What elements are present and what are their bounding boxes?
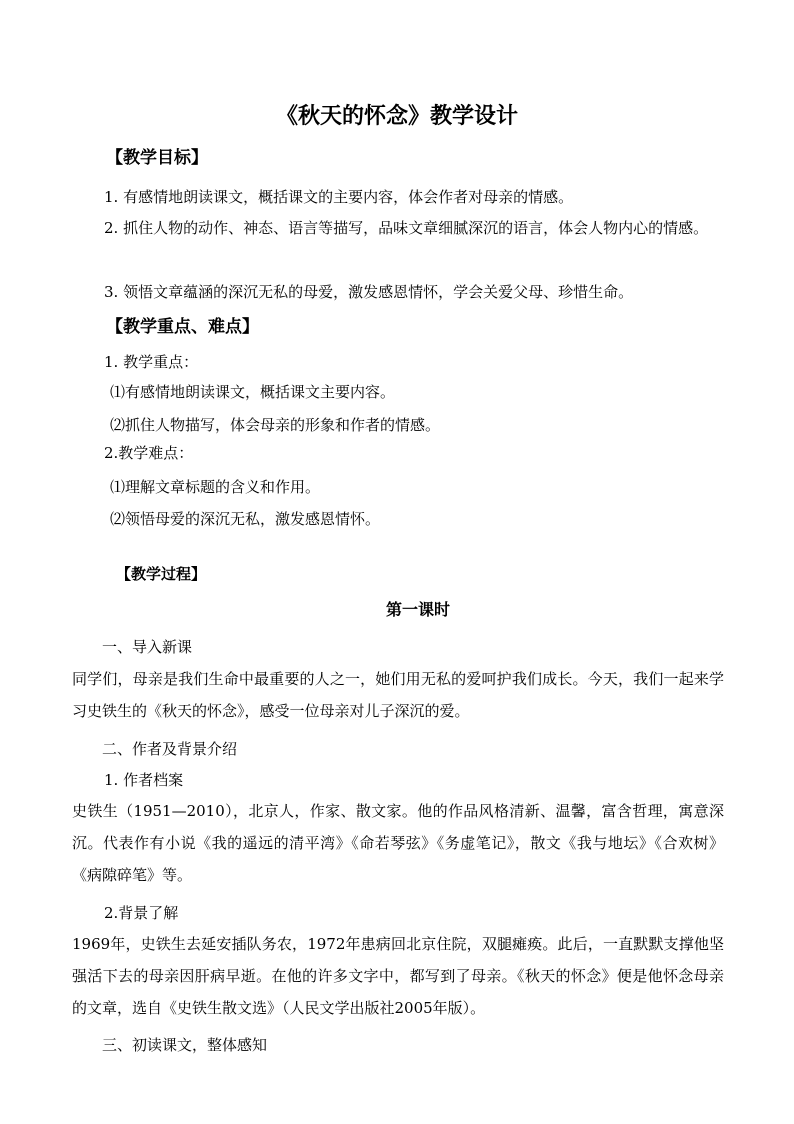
objective-item-1: 1. 有感情地朗读课文，概括课文的主要内容，体会作者对母亲的情感。 (104, 188, 574, 206)
process-heading: 【教学过程】 (116, 565, 207, 583)
background-label: 2.背景了解 (104, 904, 179, 922)
document-title: 《秋天的怀念》教学设计 (275, 104, 518, 129)
focus-item-2: ⑵抓住人物描写，体会母亲的形象和作者的情感。 (110, 416, 441, 434)
step1-heading: 一、导入新课 (102, 638, 193, 656)
objective-item-2: 2. 抓住人物的动作、神态、语言等描写，品味文章细腻深沉的语言，体会人物内心的情感。 (104, 219, 709, 237)
step3-heading: 三、初读课文，整体感知 (102, 1036, 268, 1054)
step1-text: 同学们，母亲是我们生命中最重要的人之一，她们用无私的爱呵护我们成长。今天，我们一起来学习史铁生的《秋天的怀念》，感受一位母亲对儿子深沉的爱。 (72, 670, 724, 720)
step2-heading: 二、作者及背景介绍 (102, 740, 238, 758)
objectives-heading: 【教学目标】 (106, 148, 208, 168)
lesson-title: 第一课时 (385, 600, 450, 619)
focus-item-1: ⑴有感情地朗读课文，概括课文主要内容。 (110, 383, 396, 401)
difficulty-item-1: ⑴理解文章标题的含义和作用。 (110, 478, 321, 496)
difficulty-item-2: ⑵领悟母爱的深沉无私，激发感恩情怀。 (110, 510, 381, 528)
background-text: 1969年，史铁生去延安插队务农，1972年患病回北京住院，双腿瘫痪。此后，一直默默支撑他坚强活下去的母亲因肝病早逝。在他的许多文字中，都写到了母亲。《秋天的怀念》便是他怀念母亲的文章，选自《史铁生散文选》（人民文学出版社2005年版）。 (72, 935, 724, 1017)
author-text: 史铁生（1951—2010），北京人，作家、散文家。他的作品风格清新、温馨，富含哲理，寓意深沉。代表作有小说《我的遥远的清平湾》《命若琴弦》《务虚笔记》，散文《我与地坛》《合欢树》《病隙碎笔》等。 (72, 802, 724, 884)
key-points-heading: 【教学重点、难点】 (106, 317, 259, 337)
author-label: 1. 作者档案 (104, 771, 184, 789)
focus-label: 1. 教学重点： (104, 353, 199, 371)
difficulty-label: 2.教学难点： (104, 444, 194, 462)
objective-item-3: 3. 领悟文章蕴涵的深沉无私的母爱，激发感恩情怀，学会关爱父母、珍惜生命。 (104, 283, 634, 301)
